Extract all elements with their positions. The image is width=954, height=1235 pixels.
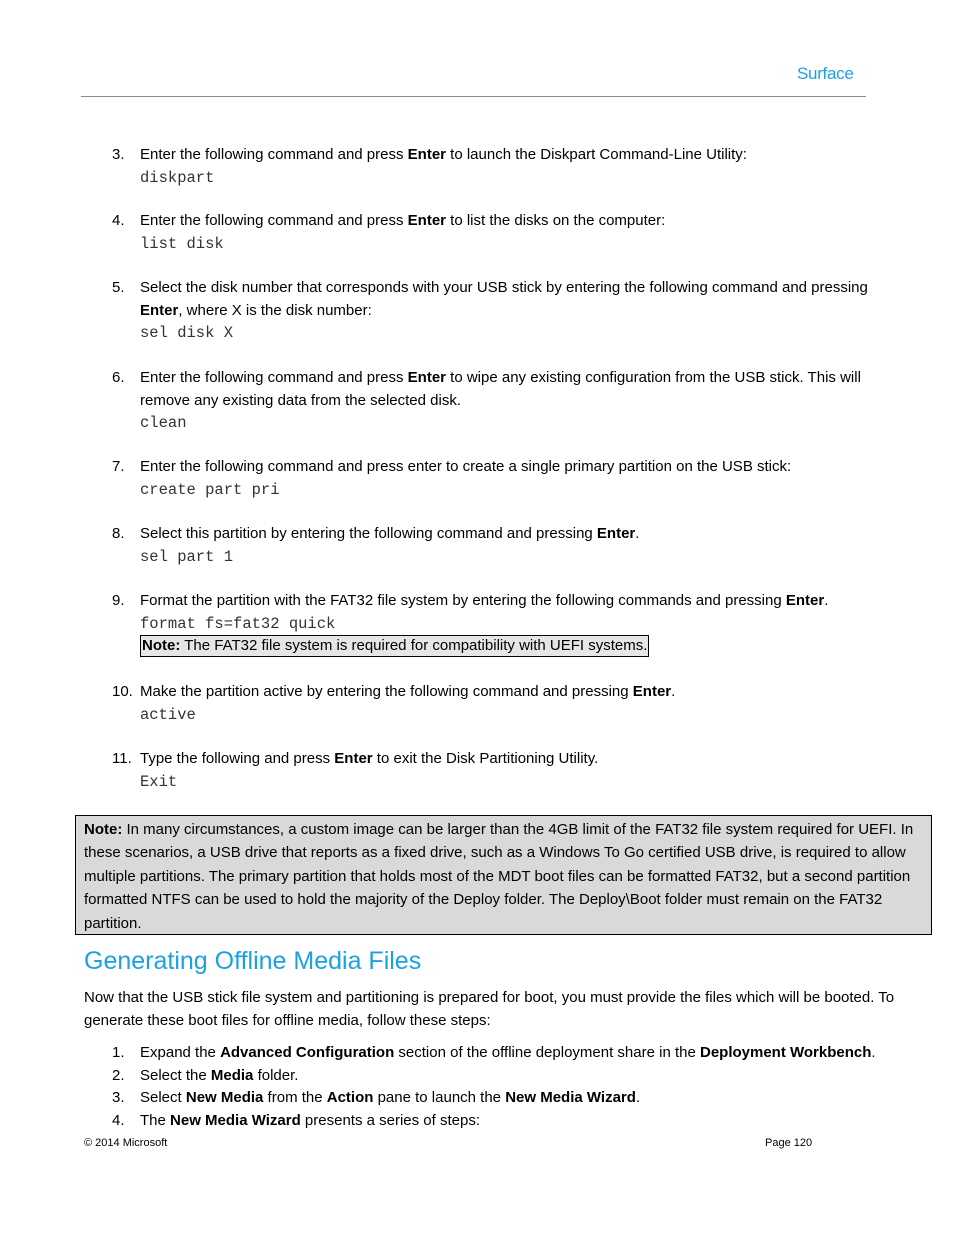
section-heading: Generating Offline Media Files — [84, 947, 422, 975]
step-number: 11. — [112, 750, 132, 767]
header-divider — [81, 96, 866, 97]
step-number: 3. — [112, 1089, 125, 1106]
footer-copyright: © 2014 Microsoft — [84, 1137, 168, 1149]
footer-page-number: Page 120 — [765, 1137, 813, 1149]
step-key: Enter — [407, 212, 446, 229]
note-label: Note: — [84, 821, 123, 838]
command-text: sel disk X — [140, 324, 234, 342]
step-text: Expand the — [140, 1044, 221, 1061]
step-key: Enter — [632, 683, 672, 700]
step-number: 3. — [112, 146, 125, 163]
step-number: 9. — [112, 592, 125, 609]
step-text: The — [140, 1112, 171, 1129]
step-text: Format the partition with the FAT32 file system by entering the following commands and pressing — [140, 592, 786, 609]
command-text: clean — [140, 414, 187, 432]
step-key: Media — [210, 1067, 254, 1084]
step-text: from the — [263, 1089, 327, 1106]
step-text: . — [824, 592, 829, 609]
step-text: presents a series of steps: — [300, 1112, 481, 1129]
step-text: Enter the following command and press — [140, 369, 408, 386]
step-key: Deployment Workbench — [699, 1044, 872, 1061]
step-text: . — [635, 1089, 641, 1106]
step-text: folder. — [253, 1067, 299, 1084]
command-text: Exit — [140, 772, 178, 791]
step-key: Enter — [334, 750, 373, 767]
step-text: . — [671, 683, 676, 700]
step-key: Advanced Configuration — [220, 1044, 395, 1061]
step-text: . — [871, 1044, 876, 1061]
command-text: active — [140, 705, 196, 724]
step-text: to wipe any existing configuration from the USB stick. This will remove any existing data from the selected disk. — [140, 369, 861, 409]
note-text: In many circumstances, a custom image can be larger than the 4GB limit of the FAT32 file system required for UEFI. In these scenarios, a USB drive that reports as a fixed drive, such as a Windows To Go certified USB drive, is required to allow multiple partitions. The primary partition that holds most of the MDT boot files can be formatted FAT32, but a second partition formatted NTFS can be used to hold the majority of the Deploy folder. The Deploy\Boot folder must remain on the FAT32 partition. — [84, 821, 914, 932]
note-text: The FAT32 file system is required for compatibility with UEFI systems. — [180, 636, 648, 654]
step-text: Enter the following command and press — [140, 212, 408, 229]
step-text: pane to launch the — [373, 1089, 506, 1106]
command-text: diskpart — [140, 168, 215, 187]
step-text: Select — [140, 1089, 186, 1106]
step-text: to list the disks on the computer: — [446, 212, 666, 229]
step-number: 7. — [112, 458, 125, 475]
step-text: to exit the Disk Partitioning Utility. — [372, 750, 599, 767]
step-number: 2. — [112, 1067, 125, 1084]
step-key: Enter — [407, 146, 446, 163]
step-number: 1. — [112, 1044, 125, 1061]
step-key: Enter — [140, 301, 179, 319]
step-number: 10. — [112, 683, 133, 700]
step-number: 8. — [112, 525, 125, 542]
step-text: Enter the following command and press enter to create a single primary partition on the USB stick: — [140, 458, 792, 475]
step-number: 6. — [112, 369, 125, 386]
command-text: create part pri — [140, 480, 280, 499]
step-text: Select the disk number that corresponds with your USB stick by entering the following command and pressing — [140, 279, 868, 296]
step-text: , where X is the disk number: — [178, 301, 372, 319]
note-label: Note: — [142, 636, 181, 654]
command-text: list disk — [140, 234, 224, 253]
step-text: Enter the following command and press — [140, 146, 408, 163]
step-text: to launch the Diskpart Command-Line Utility: — [446, 146, 747, 163]
step-text: Make the partition active by entering the following command and pressing — [140, 683, 633, 700]
step-key: New Media Wizard — [170, 1112, 301, 1129]
step-key: Enter — [596, 525, 636, 542]
step-key: New Media — [185, 1089, 264, 1106]
step-key: Enter — [407, 369, 446, 386]
step-key: Action — [326, 1089, 374, 1106]
step-text: Select the — [140, 1067, 211, 1084]
step-number: 5. — [112, 279, 125, 296]
command-text: sel part 1 — [140, 547, 234, 566]
step-key: Enter — [785, 592, 825, 609]
command-text: format fs=fat32 quick — [140, 614, 336, 633]
inline-note — [140, 635, 649, 657]
step-text: section of the offline deployment share in the — [394, 1044, 700, 1061]
step-number: 4. — [112, 212, 125, 229]
brand-logo: Surface — [797, 64, 854, 83]
step-text: Type the following and press — [140, 750, 335, 767]
step-number: 4. — [112, 1112, 125, 1129]
note-box — [75, 815, 932, 935]
section-intro: Now that the USB stick file system and partitioning is prepared for boot, you must provide the files which will be booted. To generate these boot files for offline media, follow these steps: — [84, 989, 895, 1029]
step-key: New Media Wizard — [505, 1089, 636, 1106]
step-text: Select this partition by entering the following command and pressing — [140, 525, 597, 542]
step-text: . — [635, 525, 640, 542]
